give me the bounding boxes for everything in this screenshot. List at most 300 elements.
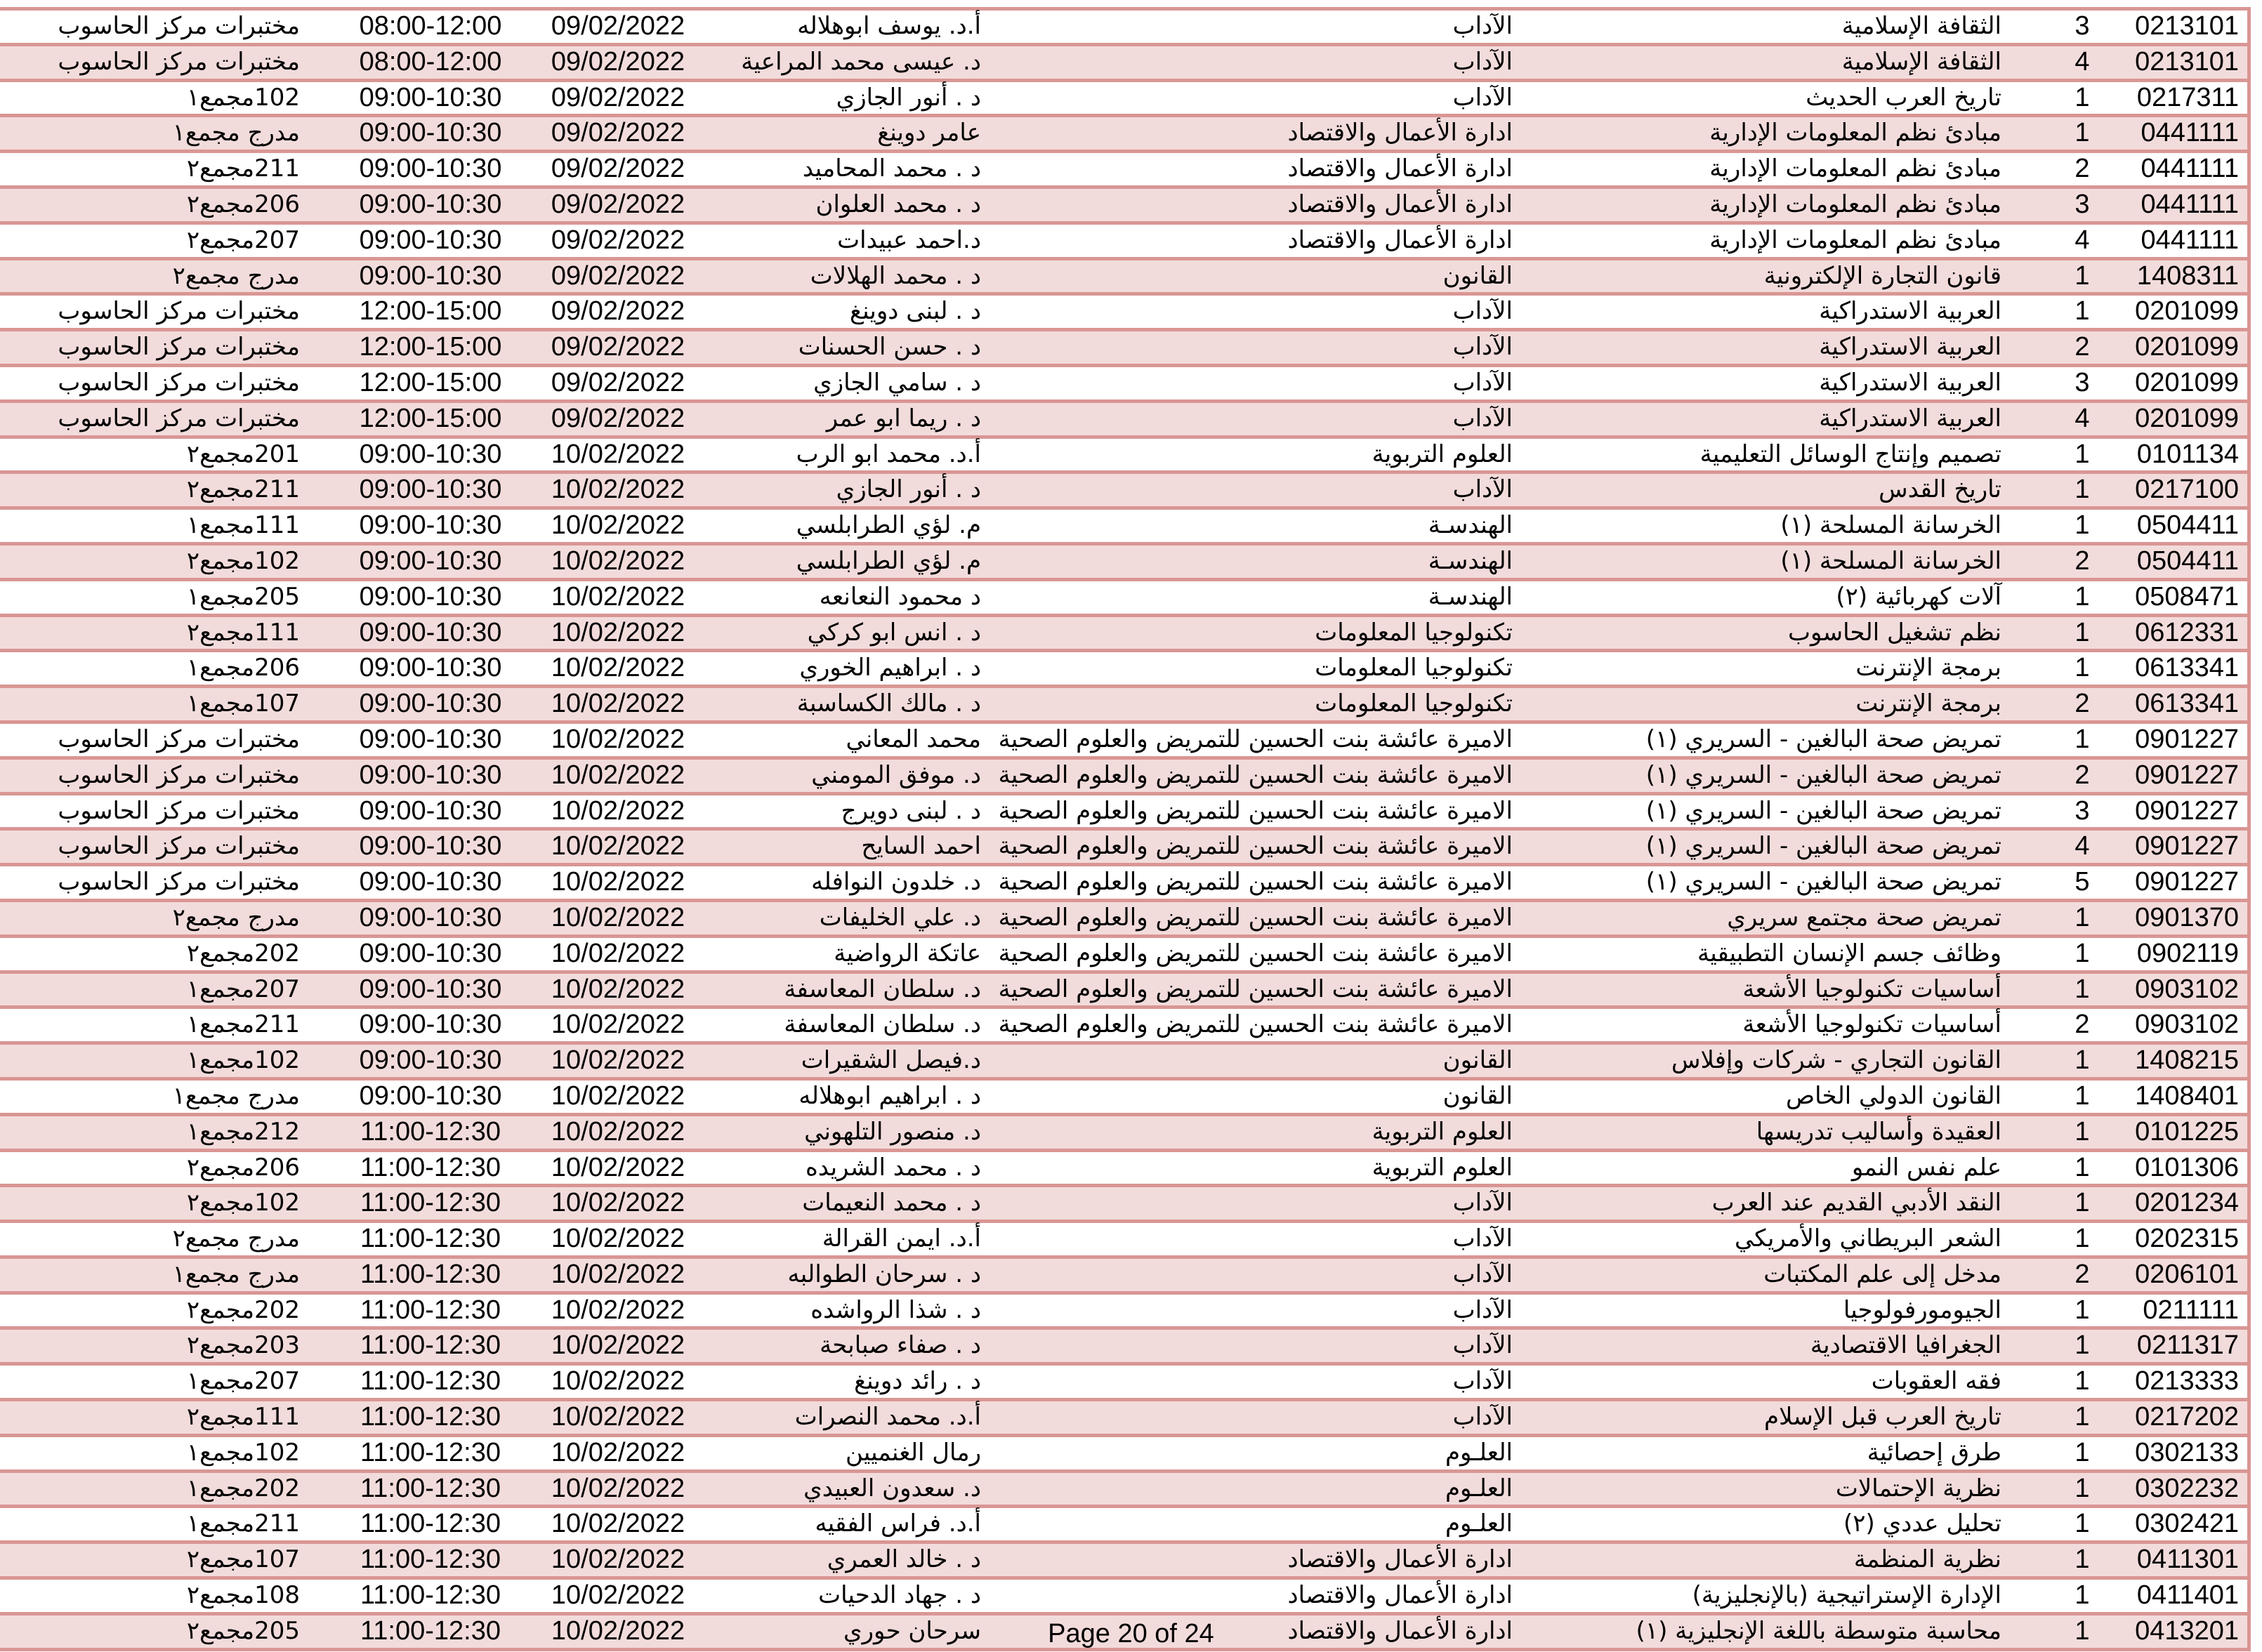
table-row <box>0 1295 2247 1330</box>
faculty-cell: الآداب <box>1452 297 1513 326</box>
instructor-cell: أ.د. محمد النصرات <box>794 1403 981 1432</box>
exam-room-cell: مختبرات مركز الحاسوب <box>58 760 300 789</box>
section-number-cell: 2 <box>2074 546 2090 576</box>
exam-room-cell: مدرج مجمع٢ <box>172 1224 300 1253</box>
instructor-cell: د محمود النعانعه <box>819 582 981 611</box>
course-name-cell: مبادئ نظم المعلومات الإدارية <box>1709 190 2001 218</box>
table-row <box>0 1152 2247 1188</box>
faculty-cell: العلوم التربوية <box>1372 1153 1513 1182</box>
exam-date-cell: 09/02/2022 <box>551 367 685 397</box>
exam-date-cell: 10/02/2022 <box>551 653 685 683</box>
section-number-cell: 1 <box>2074 617 2090 647</box>
exam-time-cell: 11:00-12:30 <box>360 1509 501 1539</box>
exam-date-cell: 09/02/2022 <box>551 118 685 148</box>
course-code-cell: 0612331 <box>2135 617 2239 647</box>
table-row <box>0 367 2247 403</box>
instructor-cell: د . حسن الحسنات <box>798 333 981 362</box>
course-code-cell: 0213101 <box>2135 11 2239 41</box>
course-name-cell: تمريض صحة البالغين - السريري (١) <box>1645 832 2001 861</box>
exam-time-cell: 11:00-12:30 <box>360 1116 501 1147</box>
instructor-cell: د. علي الخليفات <box>819 903 981 932</box>
course-name-cell: نظرية المنظمة <box>1853 1545 2001 1574</box>
exam-time-cell: 09:00-10:30 <box>359 118 502 148</box>
course-name-cell: الخرسانة المسلحة (١) <box>1780 546 2001 575</box>
table-row <box>0 581 2247 617</box>
table-row <box>0 1081 2247 1116</box>
faculty-cell: الآداب <box>1452 1403 1513 1432</box>
instructor-cell: د. عيسى محمد المراعية <box>741 47 981 76</box>
exam-date-cell: 09/02/2022 <box>551 189 685 219</box>
exam-room-cell: 107مجمع١ <box>186 689 300 718</box>
exam-time-cell: 11:00-12:30 <box>360 1188 501 1218</box>
exam-date-cell: 10/02/2022 <box>551 1010 685 1040</box>
table-row <box>0 1401 2247 1437</box>
exam-date-cell: 10/02/2022 <box>551 1045 685 1076</box>
course-code-cell: 0302232 <box>2135 1473 2239 1503</box>
exam-date-cell: 10/02/2022 <box>551 902 685 932</box>
table-row <box>0 510 2247 546</box>
course-code-cell: 0903102 <box>2135 1010 2239 1040</box>
section-number-cell: 1 <box>2074 1509 2090 1539</box>
instructor-cell: أ.د. يوسف ابوهلاله <box>797 12 981 40</box>
section-number-cell: 1 <box>2074 938 2090 968</box>
course-name-cell: مدخل إلى علم المكتبات <box>1763 1260 2001 1288</box>
exam-date-cell: 10/02/2022 <box>551 439 685 469</box>
table-row <box>0 1116 2247 1152</box>
exam-date-cell: 10/02/2022 <box>551 724 685 754</box>
section-number-cell: 1 <box>2074 1188 2090 1218</box>
course-code-cell: 0441111 <box>2141 118 2239 148</box>
course-code-cell: 0302133 <box>2135 1437 2239 1467</box>
section-number-cell: 1 <box>2074 1045 2090 1076</box>
section-number-cell: 4 <box>2074 831 2090 861</box>
course-code-cell: 0201099 <box>2135 367 2239 397</box>
section-number-cell: 3 <box>2074 367 2090 397</box>
course-name-cell: برمجة الإنترنت <box>1855 689 2001 718</box>
course-code-cell: 0504411 <box>2136 510 2239 541</box>
instructor-cell: د . رائد دوينغ <box>854 1367 981 1396</box>
exam-date-cell: 10/02/2022 <box>551 1615 685 1646</box>
course-name-cell: تحليل عددي (٢) <box>1843 1509 2001 1538</box>
table-row <box>0 403 2247 439</box>
faculty-cell: الآداب <box>1452 475 1513 504</box>
table-row <box>0 795 2247 831</box>
course-name-cell: تمريض صحة البالغين - السريري (١) <box>1645 725 2001 753</box>
exam-time-cell: 11:00-12:30 <box>360 1437 501 1467</box>
course-code-cell: 0901227 <box>2135 795 2239 826</box>
instructor-cell: أ.د. محمد ابو الرب <box>796 440 981 468</box>
faculty-cell: ادارة الأعمال والاقتصاد <box>1287 190 1513 218</box>
table-row <box>0 296 2247 331</box>
faculty-cell: الاميرة عائشة بنت الحسين للتمريض والعلوم الصحية <box>998 903 1513 932</box>
course-code-cell: 0504411 <box>2136 546 2239 576</box>
instructor-cell: د . شذا الرواشده <box>810 1295 981 1324</box>
course-name-cell: الثقافة الإسلامية <box>1841 47 2001 76</box>
exam-date-cell: 10/02/2022 <box>551 475 685 505</box>
course-code-cell: 1408311 <box>2136 260 2239 291</box>
exam-room-cell: 212مجمع١ <box>186 1117 300 1146</box>
exam-time-cell: 09:00-10:30 <box>359 653 502 683</box>
course-code-cell: 0202315 <box>2135 1224 2239 1254</box>
instructor-cell: د . ابراهيم ابوهلاله <box>798 1081 981 1110</box>
faculty-cell: الاميرة عائشة بنت الحسين للتمريض والعلوم الصحية <box>998 796 1513 825</box>
instructor-cell: رمال الغنميين <box>845 1438 981 1467</box>
exam-room-cell: مختبرات مركز الحاسوب <box>58 404 300 432</box>
course-code-cell: 1408401 <box>2135 1081 2239 1111</box>
course-name-cell: تمريض صحة البالغين - السريري (١) <box>1645 796 2001 825</box>
table-row <box>0 439 2247 475</box>
section-number-cell: 1 <box>2074 1116 2090 1147</box>
table-row <box>0 117 2247 153</box>
exam-date-cell: 10/02/2022 <box>551 1188 685 1218</box>
exam-time-cell: 09:00-10:30 <box>359 938 502 968</box>
exam-room-cell: 211مجمع١ <box>186 1509 300 1538</box>
course-name-cell: النقد الأدبي القديم عند العرب <box>1711 1189 2001 1217</box>
course-code-cell: 0217100 <box>2135 475 2239 505</box>
instructor-cell: عاتكة الرواضية <box>834 939 981 967</box>
exam-date-cell: 10/02/2022 <box>551 510 685 541</box>
section-number-cell: 1 <box>2074 1615 2090 1646</box>
exam-time-cell: 09:00-10:30 <box>359 724 502 754</box>
course-name-cell: العربية الاستدراكية <box>1819 404 2001 432</box>
exam-date-cell: 10/02/2022 <box>551 1224 685 1254</box>
exam-room-cell: 201مجمع٢ <box>186 440 300 468</box>
faculty-cell: الاميرة عائشة بنت الحسين للتمريض والعلوم الصحية <box>998 1010 1513 1039</box>
instructor-cell: د . ابراهيم الخوري <box>799 654 981 682</box>
course-code-cell: 0213101 <box>2135 46 2239 77</box>
instructor-cell: د . جهاد الدحيات <box>818 1581 981 1610</box>
table-row <box>0 153 2247 189</box>
exam-room-cell: 206مجمع٢ <box>186 1153 300 1182</box>
course-name-cell: تمريض صحة البالغين - السريري (١) <box>1645 868 2001 897</box>
exam-date-cell: 09/02/2022 <box>551 82 685 112</box>
course-name-cell: نظرية الإحتمالات <box>1835 1474 2001 1502</box>
course-name-cell: الإدارة الإستراتيجية (بالإنجليزية) <box>1692 1581 2001 1610</box>
instructor-cell: د. منصور التلهوني <box>804 1117 981 1146</box>
exam-time-cell: 09:00-10:30 <box>359 82 502 112</box>
exam-time-cell: 11:00-12:30 <box>360 1152 501 1182</box>
course-name-cell: أساسيات تكنولوجيا الأشعة <box>1742 1010 2001 1039</box>
exam-room-cell: مدرج مجمع١ <box>172 1260 300 1288</box>
table-row <box>0 1580 2247 1615</box>
instructor-cell: د . مالك الكساسبة <box>796 689 981 718</box>
faculty-cell: الاميرة عائشة بنت الحسين للتمريض والعلوم الصحية <box>998 974 1513 1003</box>
exam-date-cell: 10/02/2022 <box>551 1366 685 1396</box>
course-code-cell: 1408215 <box>2135 1045 2239 1076</box>
exam-date-cell: 10/02/2022 <box>551 617 685 647</box>
instructor-cell: احمد السايح <box>861 832 981 861</box>
table-row <box>0 546 2247 581</box>
faculty-cell: الآداب <box>1452 1331 1513 1360</box>
course-code-cell: 0206101 <box>2135 1259 2239 1289</box>
course-code-cell: 0441111 <box>2141 189 2239 219</box>
course-name-cell: الخرسانة المسلحة (١) <box>1780 511 2001 540</box>
exam-room-cell: 205مجمع١ <box>186 582 300 611</box>
instructor-cell: د. موفق المومني <box>811 760 981 789</box>
exam-date-cell: 10/02/2022 <box>551 1580 685 1611</box>
section-number-cell: 1 <box>2074 974 2090 1004</box>
table-row <box>0 260 2247 296</box>
course-code-cell: 0101225 <box>2135 1116 2239 1147</box>
exam-time-cell: 12:00-15:00 <box>359 332 502 362</box>
exam-date-cell: 10/02/2022 <box>551 938 685 968</box>
exam-room-cell: 102مجمع٢ <box>186 1189 300 1217</box>
table-row <box>0 82 2247 118</box>
table-row <box>0 760 2247 795</box>
course-code-cell: 0413201 <box>2135 1615 2239 1646</box>
instructor-cell: د . لبنى دويرج <box>841 796 981 825</box>
instructor-cell: د . محمد الهلالات <box>810 261 981 290</box>
exam-date-cell: 09/02/2022 <box>551 11 685 41</box>
table-row <box>0 189 2247 225</box>
section-number-cell: 5 <box>2074 867 2090 897</box>
exam-room-cell: مختبرات مركز الحاسوب <box>58 725 300 753</box>
faculty-cell: ادارة الأعمال والاقتصاد <box>1287 225 1513 254</box>
course-name-cell: أساسيات تكنولوجيا الأشعة <box>1742 974 2001 1003</box>
course-name-cell: آلات كهربائية (٢) <box>1836 582 2001 611</box>
course-code-cell: 0201099 <box>2135 332 2239 362</box>
course-name-cell: القانون الدولي الخاص <box>1786 1081 2001 1110</box>
exam-room-cell: 211مجمع٢ <box>186 154 300 183</box>
faculty-cell: القانون <box>1442 1081 1513 1110</box>
instructor-cell: م. لؤي الطرابلسي <box>796 546 981 575</box>
exam-date-cell: 10/02/2022 <box>551 581 685 612</box>
exam-date-cell: 10/02/2022 <box>551 1116 685 1147</box>
table-row <box>0 46 2247 82</box>
faculty-cell: الآداب <box>1452 83 1513 112</box>
exam-room-cell: 111مجمع٢ <box>186 1403 300 1432</box>
course-name-cell: تمريض صحة مجتمع سريري <box>1727 903 2001 932</box>
instructor-cell: عامر دوينغ <box>877 119 981 147</box>
instructor-cell: د . أنور الجازي <box>836 83 981 112</box>
exam-room-cell: مدرج مجمع١ <box>172 1081 300 1110</box>
instructor-cell: د. سلطان المعاسفة <box>784 974 981 1003</box>
course-name-cell: الشعر البريطاني والأمريكي <box>1734 1224 2001 1253</box>
section-number-cell: 1 <box>2074 1224 2090 1254</box>
course-code-cell: 0902119 <box>2136 938 2239 968</box>
course-name-cell: العربية الاستدراكية <box>1819 368 2001 397</box>
instructor-cell: د . سامي الجازي <box>813 368 981 397</box>
exam-date-cell: 10/02/2022 <box>551 1330 685 1361</box>
course-name-cell: مبادئ نظم المعلومات الإدارية <box>1709 119 2001 147</box>
section-number-cell: 3 <box>2074 189 2090 219</box>
exam-room-cell: مدرج مجمع٢ <box>172 903 300 932</box>
exam-room-cell: مدرج مجمع٢ <box>172 261 300 290</box>
course-name-cell: تاريخ القدس <box>1879 475 2001 504</box>
exam-time-cell: 09:00-10:30 <box>359 510 502 541</box>
course-name-cell: الجغرافيا الاقتصادية <box>1810 1331 2001 1360</box>
section-number-cell: 1 <box>2074 1081 2090 1111</box>
faculty-cell: ادارة الأعمال والاقتصاد <box>1287 1581 1513 1610</box>
table-row <box>0 11 2247 46</box>
table-row <box>0 1330 2247 1366</box>
course-name-cell: قانون التجارة الإلكترونية <box>1763 261 2001 290</box>
course-code-cell: 0101134 <box>2136 439 2239 469</box>
section-number-cell: 1 <box>2074 724 2090 754</box>
table-row <box>0 688 2247 724</box>
exam-room-cell: 211مجمع١ <box>186 1010 300 1039</box>
faculty-cell: الآداب <box>1452 1189 1513 1217</box>
exam-time-cell: 09:00-10:30 <box>359 439 502 469</box>
exam-date-cell: 09/02/2022 <box>551 225 685 255</box>
instructor-cell: د. سعدون العبيدي <box>803 1474 981 1502</box>
instructor-cell: أ.د. ايمن القرالة <box>822 1224 981 1253</box>
course-name-cell: العقيدة وأساليب تدريسها <box>1756 1117 2001 1146</box>
exam-room-cell: مختبرات مركز الحاسوب <box>58 47 300 76</box>
course-code-cell: 0901370 <box>2135 902 2239 932</box>
section-number-cell: 1 <box>2074 1366 2090 1396</box>
section-number-cell: 1 <box>2074 439 2090 469</box>
course-code-cell: 0613341 <box>2135 653 2239 683</box>
section-number-cell: 1 <box>2074 82 2090 112</box>
table-row <box>0 938 2247 974</box>
course-name-cell: محاسبة متوسطة باللغة الإنجليزية (١) <box>1636 1616 2001 1645</box>
exam-time-cell: 12:00-15:00 <box>359 403 502 433</box>
section-number-cell: 1 <box>2074 1295 2090 1325</box>
table-row <box>0 1223 2247 1259</box>
exam-room-cell: 102مجمع١ <box>186 1046 300 1075</box>
exam-room-cell: 108مجمع٢ <box>186 1581 300 1610</box>
exam-date-cell: 10/02/2022 <box>551 1473 685 1503</box>
exam-time-cell: 11:00-12:30 <box>360 1366 501 1396</box>
exam-room-cell: مختبرات مركز الحاسوب <box>58 297 300 326</box>
faculty-cell: الآداب <box>1452 47 1513 76</box>
table-row <box>0 1437 2247 1473</box>
exam-date-cell: 10/02/2022 <box>551 760 685 790</box>
exam-date-cell: 09/02/2022 <box>551 154 685 184</box>
faculty-cell: الآداب <box>1452 333 1513 362</box>
course-name-cell: تصميم وإنتاج الوسائل التعليمية <box>1699 440 2001 468</box>
faculty-cell: ادارة الأعمال والاقتصاد <box>1287 1616 1513 1645</box>
exam-room-cell: 102مجمع١ <box>186 1438 300 1467</box>
exam-room-cell: 203مجمع٢ <box>186 1331 300 1360</box>
table-row <box>0 617 2247 653</box>
exam-date-cell: 10/02/2022 <box>551 1402 685 1432</box>
course-code-cell: 0211317 <box>2136 1330 2239 1361</box>
exam-time-cell: 09:00-10:30 <box>359 1045 502 1076</box>
exam-time-cell: 08:00-12:00 <box>359 46 502 77</box>
faculty-cell: الآداب <box>1452 368 1513 397</box>
section-number-cell: 2 <box>2074 332 2090 362</box>
course-name-cell: الثقافة الإسلامية <box>1841 12 2001 40</box>
faculty-cell: الآداب <box>1452 12 1513 40</box>
course-name-cell: القانون التجاري - شركات وإفلاس <box>1671 1046 2001 1075</box>
exam-time-cell: 11:00-12:30 <box>360 1473 501 1503</box>
instructor-cell: م. لؤي الطرابلسي <box>796 511 981 540</box>
exam-date-cell: 10/02/2022 <box>551 1259 685 1289</box>
page-number: Page 20 of 24 <box>1048 1619 1214 1648</box>
section-number-cell: 2 <box>2074 760 2090 790</box>
faculty-cell: العلوم التربوية <box>1372 1117 1513 1146</box>
exam-time-cell: 12:00-15:00 <box>359 367 502 397</box>
exam-time-cell: 11:00-12:30 <box>360 1224 501 1254</box>
course-name-cell: فقه العقوبات <box>1871 1367 2001 1396</box>
section-number-cell: 1 <box>2074 1437 2090 1467</box>
course-name-cell: نظم تشغيل الحاسوب <box>1788 618 2001 647</box>
course-code-cell: 0508471 <box>2135 581 2239 612</box>
faculty-cell: الآداب <box>1452 1260 1513 1288</box>
section-number-cell: 4 <box>2074 403 2090 433</box>
faculty-cell: الآداب <box>1452 404 1513 432</box>
exam-time-cell: 09:00-10:30 <box>359 260 502 291</box>
exam-time-cell: 11:00-12:30 <box>360 1402 501 1432</box>
exam-date-cell: 09/02/2022 <box>551 332 685 362</box>
exam-time-cell: 09:00-10:30 <box>359 475 502 505</box>
exam-room-cell: مختبرات مركز الحاسوب <box>58 333 300 362</box>
table-row <box>0 1366 2247 1401</box>
course-code-cell: 0441111 <box>2141 225 2239 255</box>
faculty-cell: الاميرة عائشة بنت الحسين للتمريض والعلوم الصحية <box>998 868 1513 897</box>
instructor-cell: د . لبنى دوينغ <box>850 297 981 326</box>
table-row <box>0 1544 2247 1580</box>
section-number-cell: 4 <box>2074 46 2090 77</box>
course-code-cell: 0901227 <box>2135 760 2239 790</box>
faculty-cell: القانون <box>1442 1046 1513 1075</box>
exam-time-cell: 09:00-10:30 <box>359 1010 502 1040</box>
exam-date-cell: 09/02/2022 <box>551 260 685 291</box>
exam-time-cell: 09:00-10:30 <box>359 902 502 932</box>
exam-room-cell: 111مجمع١ <box>186 511 300 540</box>
exam-room-cell: 207مجمع٢ <box>186 225 300 254</box>
instructor-cell: د. سلطان المعاسفة <box>784 1010 981 1039</box>
section-number-cell: 1 <box>2074 653 2090 683</box>
exam-date-cell: 10/02/2022 <box>551 867 685 897</box>
course-code-cell: 0201099 <box>2135 296 2239 326</box>
exam-time-cell: 09:00-10:30 <box>359 617 502 647</box>
instructor-cell: د.فيصل الشقيرات <box>801 1046 981 1075</box>
section-number-cell: 1 <box>2074 1473 2090 1503</box>
exam-date-cell: 10/02/2022 <box>551 546 685 576</box>
exam-time-cell: 09:00-10:30 <box>359 546 502 576</box>
faculty-cell: العلـوم <box>1445 1474 1513 1502</box>
section-number-cell: 1 <box>2074 118 2090 148</box>
course-name-cell: الجيومورفولوجيا <box>1843 1295 2001 1324</box>
course-name-cell: طرق إحصائية <box>1867 1438 2001 1467</box>
exam-room-cell: 207مجمع١ <box>186 974 300 1003</box>
instructor-cell: د . محمد العلوان <box>815 190 981 218</box>
exam-time-cell: 11:00-12:30 <box>360 1545 501 1575</box>
course-code-cell: 0441111 <box>2141 154 2239 184</box>
exam-room-cell: 202مجمع١ <box>186 1474 300 1502</box>
exam-time-cell: 09:00-10:30 <box>359 831 502 861</box>
exam-date-cell: 09/02/2022 <box>551 403 685 433</box>
exam-room-cell: مختبرات مركز الحاسوب <box>58 368 300 397</box>
faculty-cell: تكنولوجيا المعلومات <box>1315 654 1513 682</box>
course-name-cell: برمجة الإنترنت <box>1855 654 2001 682</box>
exam-time-cell: 09:00-10:30 <box>359 795 502 826</box>
table-row <box>0 331 2247 367</box>
exam-room-cell: مدرج مجمع١ <box>172 119 300 147</box>
exam-time-cell: 11:00-12:30 <box>360 1259 501 1289</box>
exam-room-cell: 107مجمع٢ <box>186 1545 300 1574</box>
exam-time-cell: 11:00-12:30 <box>360 1615 501 1646</box>
instructor-cell: د . ريما ابو عمر <box>826 404 981 432</box>
course-name-cell: العربية الاستدراكية <box>1819 297 2001 326</box>
course-name-cell: مبادئ نظم المعلومات الإدارية <box>1709 154 2001 183</box>
instructor-cell: د . محمد المحاميد <box>802 154 981 183</box>
instructor-cell: د.احمد عبيدات <box>837 225 981 254</box>
exam-room-cell: 205مجمع٢ <box>186 1616 300 1645</box>
table-row <box>0 902 2247 938</box>
table-row <box>0 1187 2247 1223</box>
exam-time-cell: 09:00-10:30 <box>359 867 502 897</box>
exam-date-cell: 09/02/2022 <box>551 46 685 77</box>
exam-date-cell: 10/02/2022 <box>551 974 685 1004</box>
section-number-cell: 1 <box>2074 902 2090 932</box>
exam-time-cell: 09:00-10:30 <box>359 689 502 719</box>
course-code-cell: 0901227 <box>2135 831 2239 861</box>
exam-time-cell: 08:00-12:00 <box>359 11 502 41</box>
